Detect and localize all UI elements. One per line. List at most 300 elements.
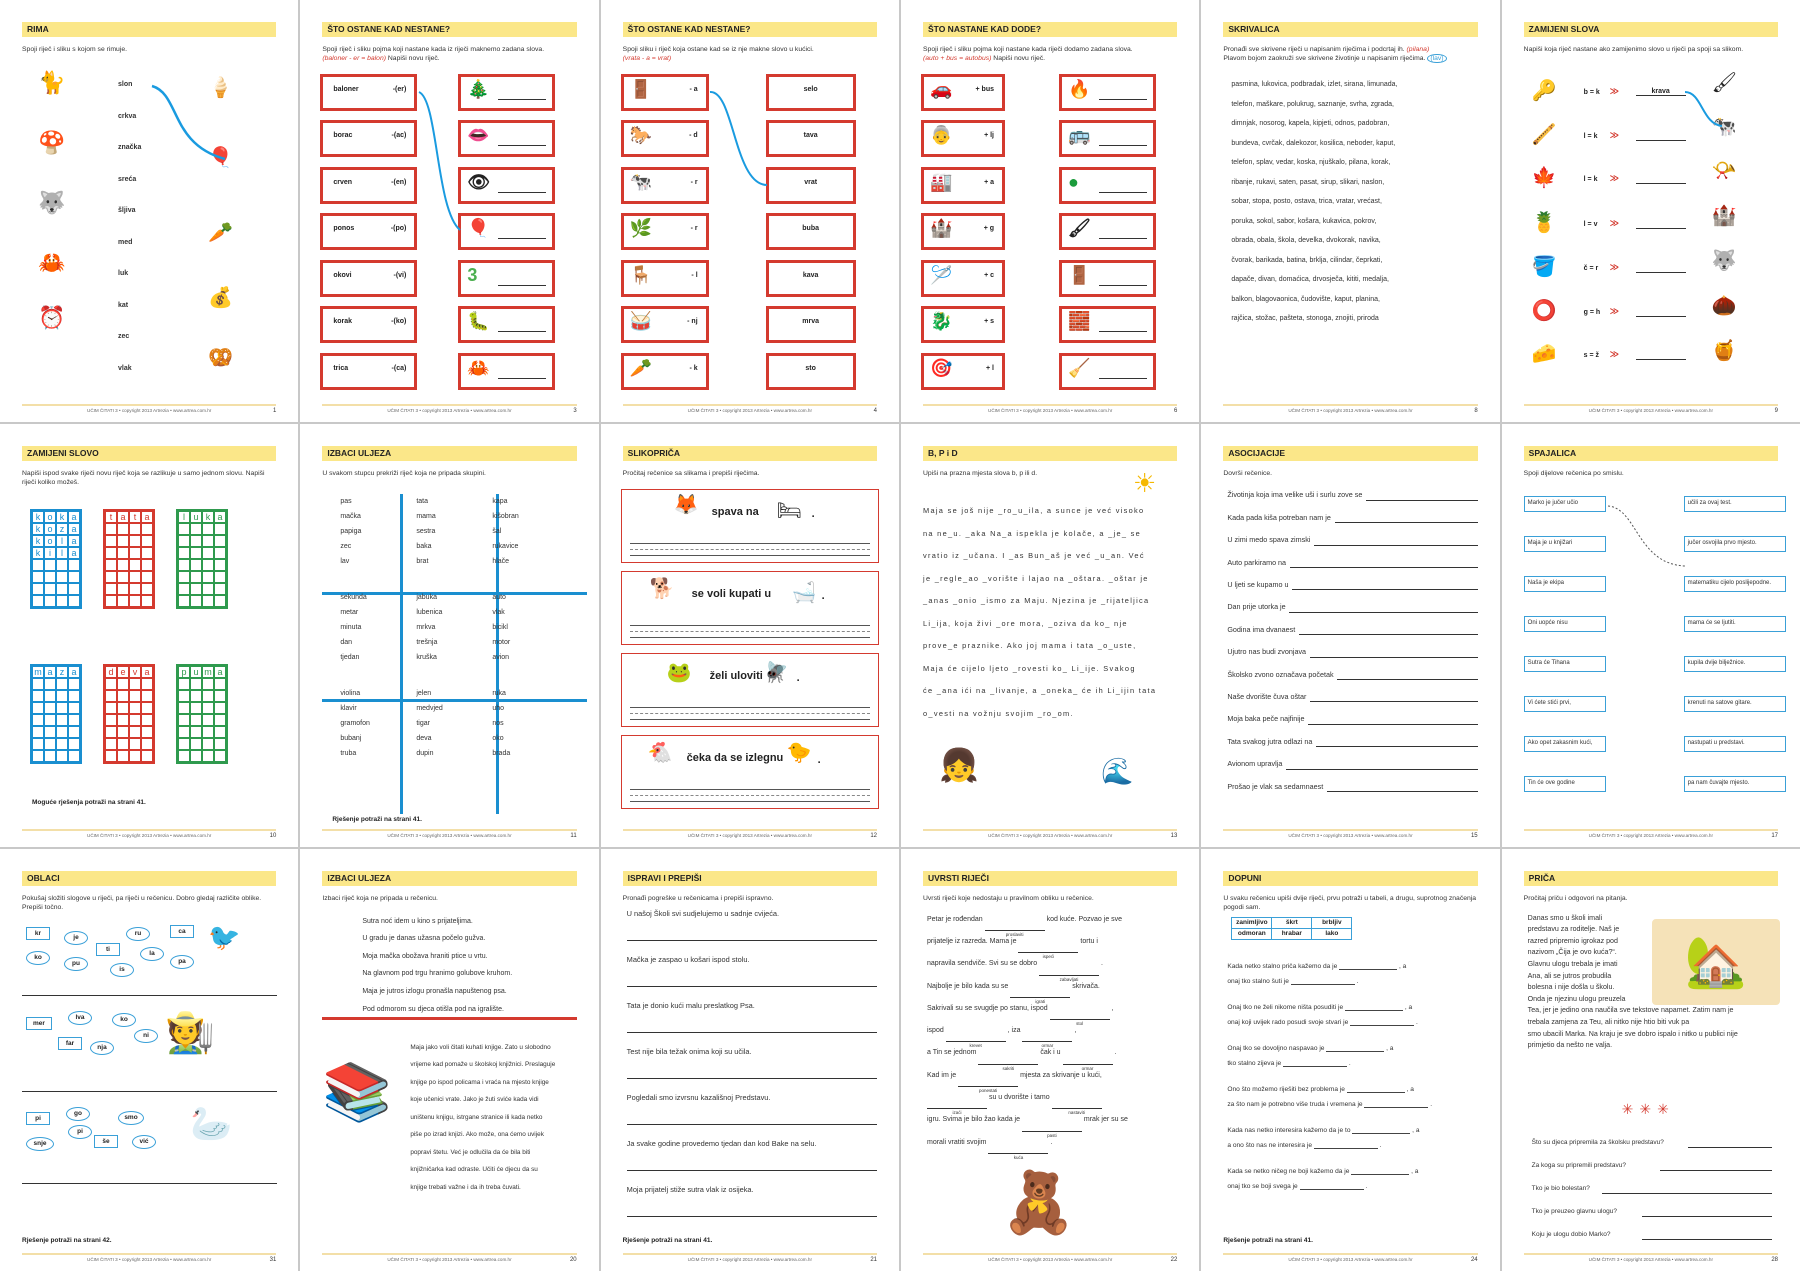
answer-line[interactable]: [627, 940, 877, 941]
answer-line[interactable]: [627, 1032, 877, 1033]
grid-cell: [117, 559, 129, 571]
grid-cell: [32, 690, 44, 702]
grid-cell: [44, 571, 56, 583]
instruction: Dovrši rečenice.: [1223, 470, 1273, 478]
sentence-start-box: Vi ćete stići prvi,: [1524, 696, 1606, 712]
syllable-cloud: pu: [64, 957, 88, 971]
word-box: mrva: [766, 306, 856, 343]
grid-cell: [214, 690, 226, 702]
sentence-item: Naše dvorište čuva oštar: [1227, 686, 1477, 708]
answer-line[interactable]: [627, 986, 877, 987]
page-skrivalica: [1201, 0, 1499, 422]
answer-line[interactable]: [1345, 1002, 1403, 1011]
syllable-cloud: pi: [68, 1125, 92, 1139]
answer-blank[interactable]: ispeći: [1018, 943, 1078, 953]
answer-line[interactable]: [1291, 976, 1355, 985]
grid-cell: [190, 523, 202, 535]
word-column: violina klavir gramofon bubanj truba: [340, 690, 370, 758]
grid-cell: [105, 678, 117, 690]
answer-line[interactable]: [1316, 746, 1477, 747]
story-text: Danas smo u školi imali predstavu za roditelje. Naš je razred pripremio igrokaz pod nazivom „Čija je ovo kuća?“. Glavnu ulogu trebala je imati Ana, ali se jutros probudila bolesna i nije došla u školu. Onda je njezinu ulogu preuzela: [1527, 913, 1626, 1003]
answer-line[interactable]: [1335, 522, 1477, 523]
instruction: Spoji sliku i riječ koja ostane kad se iz nje makne slovo u kućici. (vrata - a = vrat): [622, 46, 814, 62]
solution-note: Rješenje potraži na strani 41.: [332, 816, 422, 824]
sentence-item: Moja baka peče najfinije: [1227, 708, 1477, 730]
clock-icon: ⏰: [38, 305, 66, 330]
grid-cell: [178, 595, 190, 607]
footer: UČIM ČITATI 3 • copyright 2013 Artrezia • www.artrea.com.hr 13: [923, 829, 1177, 839]
grid-cell: k: [32, 535, 44, 547]
sentence-item: U ljeti se kupamo u: [1227, 574, 1477, 596]
sentence-item: Ono što možemo riješiti bez problema je , a: [1227, 1085, 1414, 1093]
grid-cell: [214, 559, 226, 571]
answer-blank[interactable]: ormar: [1063, 1055, 1113, 1065]
grid-cell: u: [190, 666, 202, 678]
seahorse-icon: 🐉: [930, 311, 953, 331]
answer-line[interactable]: [1366, 500, 1477, 501]
grid-cell: [141, 559, 153, 571]
sentence-item: za što nam je potrebno više truda i vremena je .: [1227, 1101, 1433, 1109]
sentence-item: U našoj Školi svi sudjelujemo u sadnje cvijeća.: [626, 908, 780, 918]
grid-cell: [44, 702, 56, 714]
answer-blank[interactable]: proslaviti: [985, 921, 1045, 931]
answer-line[interactable]: [1352, 1125, 1410, 1134]
sack-icon: 💰: [208, 287, 233, 309]
picture-box: [458, 167, 555, 204]
sentence-item: Kada se netko ničeg ne boji kažemo da je , a: [1227, 1167, 1419, 1175]
syllable-cloud: is: [110, 963, 134, 977]
story-text: Maja jako voli čitati kuhati knjige. Zato u slobodno vrijeme kad pomaže u školskoj knjižnici. Preslaguje knjige po ispod policama i vraća na mjesto knjige koje učenici vrate. Jako je žuti sviće kada vidi uništenu knjigu, istrgane stranice ili kada netko piše po izrad knjizi. Ako može, ona ćemo uvijek popravi štetu. Već je odlučila da će bila biti knjižničarka kad odraste. Učiti će djecu da su knjige trebati važne i da ih treba čuvati.: [410, 1043, 556, 1191]
syllable-cloud: nja: [90, 1041, 114, 1055]
cat-icon: 🐈: [38, 70, 66, 95]
sentence-item: Pogledali smo izvrsnu kazališnoj Predstavu.: [626, 1092, 771, 1102]
sentence-item: Godina ima dvanaest: [1227, 619, 1477, 641]
answer-line[interactable]: [1283, 1058, 1347, 1067]
sentence-list: [623, 909, 877, 1217]
word-item: značka: [118, 144, 142, 151]
grid-cell: [178, 523, 190, 535]
star-divider: ✳✳✳: [1621, 1100, 1675, 1117]
syllable-box: mer: [26, 1017, 52, 1030]
word-box: okovi -(vi): [320, 260, 417, 297]
word-list: pasmina, lukovica, podbradak, izlet, sirana, limunada, telefon, maškare, polukrug, saznanje, svrha, zgrada, dimnjak, nosorog, kapela, kipjeti, odnos, padobran, bundeva, cvrčak, dalekozor, kosilica, neboder, kaput, telefon, splav, vedar, koska, njuškalo, pilana, korak, ribanje, rukavi, saten, pasat, sirup, slikari, naslon, sobar, stopa, posto, ostava, trica, vratar, vrećast, poruka, sokol, sabor, košara, kukavica, pokrov, obrada, obala, škola, develka, dvokorak, navika, čvorak, barikada, batina, brklja, cilindar, čeprkati, dapače, divan, domaćica, drvosječa, kititi, medalja, balkon, blagovaonica, čudovište, kaput, planina, rajčica, stožac, pašteta, stonoga, znojiti, priroda: [1231, 81, 1398, 322]
grid-cell: [141, 595, 153, 607]
answer-line[interactable]: [627, 1124, 877, 1125]
sentence-end-box: nastupati u predstavi.: [1684, 736, 1786, 752]
grid-cell: [214, 750, 226, 762]
answer-line[interactable]: [1351, 1166, 1409, 1175]
answer-blank[interactable]: kuća: [988, 1144, 1048, 1154]
sentence-item: Kada nas netko interesira kažemo da je to , a: [1227, 1126, 1420, 1134]
grid-cell: k: [32, 547, 44, 559]
crab-icon: 🦀: [467, 358, 490, 378]
page-title: UVRSTI RIJEČI: [923, 871, 1177, 886]
instruction: Izbaci riječ koja ne pripada u rečenicu.: [322, 894, 438, 902]
answer-line[interactable]: [1308, 724, 1477, 725]
picture-box: 🥕 - k: [621, 353, 709, 390]
grid-cell: [190, 726, 202, 738]
grid-cell: u: [190, 511, 202, 523]
answer-line[interactable]: [1327, 791, 1477, 792]
page-prica: [1502, 849, 1800, 1271]
grid-cell: [44, 583, 56, 595]
picture-box: [458, 213, 555, 250]
footer: UČIM ČITATI 3 • copyright 2013 Artrezia • www.artrea.com.hr 6: [923, 404, 1177, 414]
number-three-icon: 3: [467, 265, 478, 285]
page-title: PRIČA: [1524, 871, 1778, 886]
table-icon: 🪑: [629, 265, 653, 285]
sentence-item: Petar je rođendan proslaviti kod kuće. Pozvao je sve: [927, 915, 1123, 937]
grid-cell: [178, 702, 190, 714]
answer-blank[interactable]: izaći: [927, 1099, 987, 1109]
answer-blank[interactable]: igrati: [1010, 988, 1070, 998]
letter-grid-blue: [30, 664, 82, 764]
picture-box: [458, 74, 555, 111]
text-body: Maja se još nije _ro_u_ila, a sunce je već visoko na ne_u. _aka Na_a ispekla je kolače, a _je_ se vratio iz _učana. I _as Bun_aš je već _u_an. Već je _regle_ao _vorište i lajao na _oštara. _oštar je _anas _onio _ismo za Maju. Njezina je _rijateljica Li_ija, koja živi _ore mora, _oziva da ko_ nje prove_e praznike. Ako joj mama i tata _o_uste, Maja će cijelo ljeto _rovesti ko_ Li_ije. Svakog će _ana ići na _livanje, a _oneka_ će ih Li_ijin tata o_vesti na vožnju svojim _ro_om.: [923, 506, 1157, 718]
page-title: ŠTO OSTANE KAD NESTANE?: [623, 22, 877, 37]
sentence-item: a ono što nas ne interesira je .: [1227, 1142, 1382, 1150]
target-icon: 🎯: [930, 358, 953, 378]
instruction: Pronađi pogreške u rečenicama i prepiši ispravno.: [622, 894, 774, 902]
page-zamijeni-slova: ZAMIJENI SLOVA Napiši koja riječ nastane ako zamijenimo slovo u riječi pa spoji sa slikom. 🔑 🪈 🍁 🍍 🪣 ⭕ 🧀 b = k l = k l = k l = v č = r g = h s = ž ≫ ≫ ≫ ≫ ≫ ≫ ≫ krava 🖌 🐄 📯 🏰 🐺 🌰 🍯 UČIM ČITATI 3 • copyright 2013 Artrezia • www.artrea.com.hr 9: [1502, 0, 1800, 422]
answer-line[interactable]: [1299, 634, 1477, 635]
grid-cell: [44, 738, 56, 750]
word-box: trica -(ca): [320, 353, 417, 390]
answer-blank[interactable]: ormar: [1022, 1032, 1072, 1042]
answer-line[interactable]: [627, 1170, 877, 1171]
story-box: 🐸 želi uloviti 🪰 .: [621, 653, 879, 727]
footer: UČIM ČITATI 3 • copyright 2013 Artrezia • www.artrea.com.hr 3: [322, 404, 576, 414]
wolf-icon: 🐺: [1711, 248, 1737, 272]
word-box: baloner -(er): [320, 74, 417, 111]
grid-cell: [56, 714, 68, 726]
answer-line[interactable]: [1310, 657, 1477, 658]
answer-line[interactable]: [1286, 769, 1477, 770]
answer-blank[interactable]: ponestati: [958, 1077, 1018, 1087]
grid-cell: v: [129, 666, 141, 678]
grid-cell: [141, 714, 153, 726]
connect-line: [418, 90, 463, 235]
grid-cell: [178, 714, 190, 726]
word-item: šljiva: [118, 207, 136, 214]
grid-cell: d: [105, 666, 117, 678]
grid-cell: e: [117, 666, 129, 678]
grid-cell: a: [141, 666, 153, 678]
pretzel-icon: 🥨: [208, 347, 233, 369]
sentence-item: Auto parkiramo na: [1227, 552, 1477, 574]
page-ispravi-prepisi: [601, 849, 899, 1271]
tower-icon: 🏰: [930, 218, 953, 238]
bus-icon: 🚌: [1068, 125, 1091, 145]
grid-cell: [117, 678, 129, 690]
grid-cell: [117, 523, 129, 535]
syllable-cloud: ko: [112, 1013, 136, 1027]
ball-icon: ●: [1068, 172, 1079, 192]
picture-box: 🌿 - r: [621, 213, 709, 250]
story-text: Tea, jer je jedino ona naučila sve tekstove napamet. Zatim nam je trebala zamjena za Teu, ali nitko nije htio biti vuk pa smo ubacili Marka. Na kraju je sve dobro ispalo i nitko u publici nije primjetio da nešto ne valja.: [1527, 1006, 1738, 1050]
grid-cell: [56, 583, 68, 595]
cow-icon: 🐄: [1711, 114, 1737, 138]
letter-grid-red: [103, 664, 155, 764]
answer-line[interactable]: [1289, 612, 1477, 613]
answer-line[interactable]: [627, 1078, 877, 1079]
question: Što su djeca pripremila za školsku predstavu?: [1531, 1138, 1664, 1146]
grid-cell: a: [68, 511, 80, 523]
picture-box: [1059, 167, 1156, 204]
grid-cell: [56, 690, 68, 702]
grid-cell: [202, 750, 214, 762]
grid-cell: [117, 738, 129, 750]
page-title: SKRIVALICA: [1223, 22, 1477, 37]
answer-line[interactable]: [1347, 1084, 1405, 1093]
answer-line[interactable]: [1292, 589, 1477, 590]
grid-cell: [202, 547, 214, 559]
picture-box: [1059, 74, 1156, 111]
answer-line[interactable]: [1326, 1043, 1384, 1052]
ring-icon: ⭕: [1531, 298, 1557, 322]
grid-cell: [214, 738, 226, 750]
grid-cell: [190, 559, 202, 571]
answer-blank[interactable]: pasti: [1022, 1122, 1082, 1132]
word-column: ruka uho nos oko brada: [492, 690, 511, 758]
grid-cell: [117, 547, 129, 559]
instruction: Spoji riječ i sliku pojma koji nastane kada riječi dodamo zadana slova. (auto + bus = autobus) Napiši novu riječ.: [923, 46, 1133, 62]
answer-line[interactable]: [1350, 1017, 1414, 1026]
grid-cell: [56, 559, 68, 571]
grid-cell: [32, 559, 44, 571]
mushroom-icon: 🍄: [38, 130, 66, 155]
sentence-end-box: matematiku cijelo poslijepodne.: [1684, 576, 1786, 592]
grid-cell: [178, 547, 190, 559]
word-item: zec: [118, 333, 130, 340]
grid-cell: [190, 571, 202, 583]
answer-line[interactable]: [1314, 545, 1477, 546]
page-rima: [0, 0, 298, 422]
syllable-box: far: [58, 1037, 82, 1050]
grid-cell: [202, 726, 214, 738]
sentence-item: Kada pada kiša potreban nam je: [1227, 507, 1477, 529]
sentence-item: onaj tko stalno šuti je .: [1227, 978, 1359, 986]
sentence-item: Avionom upravlja: [1227, 753, 1477, 775]
grid-cell: [190, 535, 202, 547]
torch-icon: 🔥: [1068, 79, 1091, 99]
grid-cell: [141, 690, 153, 702]
grid-cell: [202, 595, 214, 607]
page-dopuni: [1201, 849, 1499, 1271]
sentence-item: Dan prije utorka je: [1227, 596, 1477, 618]
word-box: kava: [766, 260, 856, 297]
page-title: ISPRAVI I PREPIŠI: [623, 871, 877, 886]
sentence-list: Sutra noć idem u kino s prijateljima. U gradu je danas užasna počelo gužva. Moja mačka obožava hraniti ptice u vrtu. Na glavnom pod trgu hranimo golubove kruhom. Maja je jutros izlogu pronašla napuštenog psa. Pod odmorom su djeca otišla pod na igralište.: [362, 917, 513, 1013]
word-box: selo: [766, 74, 856, 111]
grid-cell: [68, 571, 80, 583]
grid-cell: [117, 535, 129, 547]
sentence-item: Moja prijatelj stiže sutra vlak iz osijeka.: [626, 1184, 754, 1194]
syllable-cloud: smo: [118, 1111, 144, 1125]
grid-cell: [32, 702, 44, 714]
instruction: Pročitaj priču i odgovori na pitanja.: [1523, 894, 1628, 902]
picture-box: [458, 353, 555, 390]
grid-cell: [68, 583, 80, 595]
grid-cell: [68, 750, 80, 762]
answer-line[interactable]: [1339, 961, 1397, 970]
grid-cell: [214, 595, 226, 607]
answer-blank[interactable]: zabavljati: [1039, 966, 1099, 976]
sentence-start-box: Maja je u knjižari: [1524, 536, 1606, 552]
page-title: RIMA: [22, 22, 276, 37]
grid-cell: [117, 595, 129, 607]
page-slikoprica: [601, 424, 899, 846]
question: Koju je ulogu dobio Marko?: [1531, 1230, 1611, 1238]
tower-icon: 🏰: [1711, 203, 1737, 227]
pipe-icon: 🪈: [1531, 122, 1557, 146]
footer: UČIM ČITATI 3 • copyright 2013 Artrezia • www.artrea.com.hr 11: [322, 829, 576, 839]
bird-icon: 🐦: [208, 922, 241, 953]
grid-cell: [202, 678, 214, 690]
word-box: tava: [766, 120, 856, 157]
answer-blank[interactable]: krevet: [946, 1032, 1006, 1042]
grid-cell: [44, 750, 56, 762]
answer-line[interactable]: [1364, 1099, 1428, 1108]
grid-cell: [129, 726, 141, 738]
grid-cell: [105, 714, 117, 726]
picture-box: [1059, 353, 1156, 390]
answer-line[interactable]: [1290, 567, 1477, 568]
word-box: crven -(en): [320, 167, 417, 204]
needle-icon: 🪡: [930, 265, 953, 285]
grid-cell: z: [56, 666, 68, 678]
answer-line[interactable]: [1337, 679, 1477, 680]
ice-cream-icon: 🍦: [208, 77, 233, 99]
answer-blank[interactable]: stol: [1050, 1010, 1110, 1020]
grid-cell: [129, 702, 141, 714]
connect-line: [150, 84, 230, 164]
sentence-item: Mačka je zaspao u košari ispod stolu.: [626, 954, 750, 964]
picture-box: 🏭 + a: [921, 167, 1005, 204]
syllable-cloud: la: [140, 947, 164, 961]
divider: [322, 1017, 577, 1020]
grid-cell: [214, 714, 226, 726]
answer-line[interactable]: [1314, 1140, 1378, 1149]
word-column: auto vlak bicikl motor avion: [492, 594, 511, 662]
grid-cell: [129, 690, 141, 702]
sentence-item: Kad im je ponestati mjesta za skrivanje u kući,: [927, 1071, 1102, 1094]
answer-line[interactable]: [1310, 701, 1477, 702]
grid-cell: [141, 726, 153, 738]
answer-blank[interactable]: sakriti: [978, 1055, 1038, 1065]
instruction: Spoji dijelove rečenica po smislu.: [1523, 470, 1624, 478]
dog-icon: 🐕: [649, 576, 675, 601]
grid-cell: o: [44, 511, 56, 523]
answer-blank[interactable]: nastaviti: [1052, 1099, 1102, 1109]
eye-icon: 👁: [467, 172, 491, 192]
picture-box: 🐄 - r: [621, 167, 709, 204]
sentence-item: Tata svakog jutra odlazi na: [1227, 731, 1477, 753]
page-title: B, P i D: [923, 446, 1177, 461]
page-title: IZBACI ULJEZA: [322, 446, 576, 461]
plant-icon: 🌿: [629, 218, 653, 238]
grid-cell: [202, 559, 214, 571]
grid-cell: [178, 726, 190, 738]
picture-box: [1059, 306, 1156, 343]
word-box: borac -(ac): [320, 120, 417, 157]
carrot-icon: 🥕: [629, 358, 653, 378]
solution-note: Rješenje potraži na strani 41.: [1223, 1236, 1313, 1244]
sentence-start-box: Marko je jučer učio: [1524, 496, 1606, 512]
instruction: Napiši koja riječ nastane ako zamijenimo slovo u riječi pa spoji sa slikom.: [1523, 46, 1744, 53]
grid-cell: [105, 702, 117, 714]
grid-cell: [178, 690, 190, 702]
word-item: kat: [118, 302, 129, 309]
grid-cell: [105, 523, 117, 535]
word-table: zanimljivo škrt brbljiv odmoran hrabar lako: [1231, 917, 1352, 940]
word-item: vlak: [118, 365, 132, 372]
grid-cell: [190, 595, 202, 607]
grid-cell: [56, 702, 68, 714]
page-izbaci-uljeza-1: [300, 424, 598, 846]
sentence-item: Onaj tko se dovoljno naspavao je , a: [1227, 1044, 1394, 1052]
grid-cell: [44, 690, 56, 702]
grid-cell: [68, 678, 80, 690]
answer-line[interactable]: [1300, 1181, 1364, 1190]
answer-line[interactable]: [627, 1216, 877, 1217]
grid-cell: [129, 535, 141, 547]
instruction: Pročitaj rečenice sa slikama i prepiši riječima.: [622, 470, 760, 478]
grid-cell: [202, 535, 214, 547]
grid-cell: [68, 690, 80, 702]
page-title: SLIKOPRIČA: [623, 446, 877, 461]
word-item: slon: [118, 81, 133, 88]
footer: UČIM ČITATI 3 • copyright 2013 Artrezia • www.artrea.com.hr 8: [1223, 404, 1477, 414]
syllable-cloud: ko: [26, 951, 50, 965]
leaf-icon: 🍁: [1531, 165, 1557, 189]
grid-cell: l: [178, 511, 190, 523]
grid-cell: [56, 595, 68, 607]
grid-cell: [214, 523, 226, 535]
door-icon: 🚪: [1068, 265, 1091, 285]
page-b-p-d: [901, 424, 1199, 846]
picture-box: [1059, 120, 1156, 157]
grid-cell: [32, 750, 44, 762]
syllable-cloud: vić: [132, 1135, 156, 1149]
grid-cell: [105, 535, 117, 547]
picture-box: 🥁 - nj: [621, 306, 709, 343]
grid-cell: [105, 690, 117, 702]
fox-icon: 🦊: [673, 492, 699, 517]
picture-box: 🚪 - a: [621, 74, 709, 111]
balloon-icon: 🎈: [467, 218, 490, 238]
broom-icon: 🧹: [1068, 358, 1091, 378]
question: Tko je bio bolestan?: [1531, 1184, 1590, 1192]
sentence-item: Test nije bila težak onima koji su učila.: [626, 1046, 752, 1056]
footer: UČIM ČITATI 3 • copyright 2013 Artrezia • www.artrea.com.hr 22: [923, 1253, 1177, 1263]
letter-grid-blue: [30, 509, 82, 609]
instruction: Uvrsti riječi koje nedostaju u pravilnom obliku u rečenice.: [923, 894, 1094, 902]
grid-cell: [105, 571, 117, 583]
word-item: luk: [118, 270, 129, 277]
grid-cell: [56, 571, 68, 583]
word-box: sto: [766, 353, 856, 390]
page-title: DOPUNI: [1223, 871, 1477, 886]
grid-cell: [56, 678, 68, 690]
footer: UČIM ČITATI 3 • copyright 2013 Artrezia • www.artrea.com.hr 20: [322, 1253, 576, 1263]
carrot-icon: 🥕: [208, 222, 233, 244]
sentence-start-box: Tin će ove godine: [1524, 776, 1606, 792]
solution-note: Rješenje potraži na strani 41.: [622, 1236, 713, 1244]
picture-box: 🚗 + bus: [921, 74, 1005, 111]
sentence-item: Ja svake godine provedemo tjedan dan kod Bake na selu.: [626, 1138, 817, 1148]
word-box: korak -(ko): [320, 306, 417, 343]
